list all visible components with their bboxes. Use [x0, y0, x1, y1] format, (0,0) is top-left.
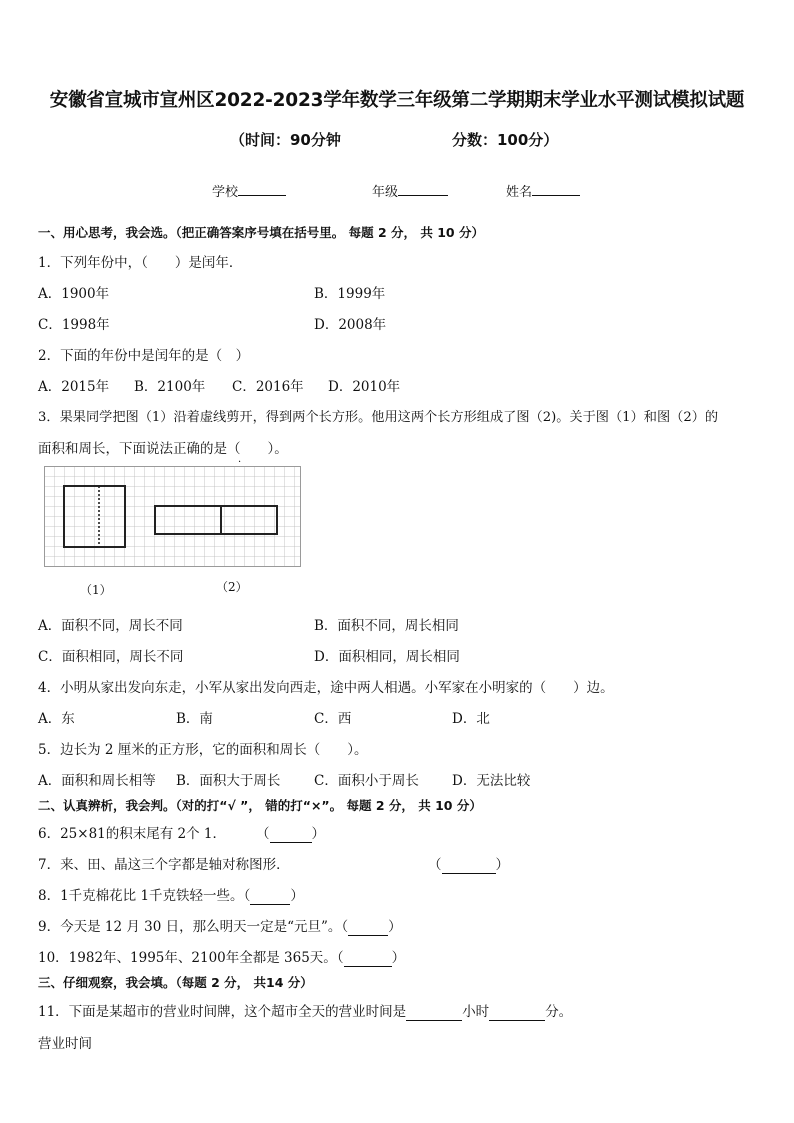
q2-option-a[interactable]: A．2015年 [38, 379, 110, 395]
question-11 [38, 1000, 572, 1021]
section1-heading: 一、用心思考，我会选。（把正确答案序号填在括号里。 每题 2 分， 共 10 分） [38, 225, 484, 240]
q8-text: 8．1千克棉花比 1千克铁轻一些。 [38, 888, 244, 904]
q1-option-a[interactable]: A．1900年 [38, 286, 110, 302]
q6-answer-blank[interactable] [270, 826, 312, 843]
school-blank[interactable] [238, 183, 286, 196]
q7-answer-paren[interactable] [428, 853, 509, 874]
q10-paren-close: ） [391, 950, 406, 966]
q9-text: 9．今天是 12 月 30 日，那么明天一定是“元旦”。 [38, 919, 342, 935]
q4-option-c[interactable]: C．西 [314, 711, 352, 727]
q9-paren-open: （ [341, 919, 349, 935]
school-field [212, 181, 286, 200]
q9-paren-close: ） [388, 919, 402, 935]
q4-option-a[interactable]: A．东 [38, 711, 75, 727]
q7-paren-close: ） [495, 857, 509, 873]
q11-mid: 小时 [462, 1004, 490, 1020]
business-hours-sign-label: 营业时间 [38, 1036, 92, 1052]
question-2: 2．下面的年份中是闰年的是（ ） [38, 348, 250, 364]
grade-blank[interactable] [398, 183, 448, 196]
question-5: 5．边长为 2 厘米的正方形，它的面积和周长（ ）。 [38, 742, 368, 758]
exam-score: 分数：100分） [452, 131, 559, 149]
q5-option-b[interactable]: B．面积大于周长 [176, 773, 281, 789]
question-3-line2: 面积和周长，下面说法正确的是（ ）。 [38, 441, 288, 457]
question-8 [38, 884, 304, 905]
grade-label: 年级 [372, 185, 399, 200]
q1-option-c[interactable]: C．1998年 [38, 317, 110, 333]
q4-option-d[interactable]: D．北 [452, 711, 490, 727]
q3-option-b[interactable]: B．面积不同，周长相同 [314, 618, 459, 634]
q8-paren-close: ） [290, 888, 304, 904]
grid-background [45, 467, 301, 567]
name-label: 姓名 [506, 185, 533, 200]
q5-option-c[interactable]: C．面积小于周长 [314, 773, 419, 789]
q6-paren-open: （ [256, 826, 270, 842]
q8-paren-open: （ [243, 888, 251, 904]
question-7: 7．来、田、晶这三个字都是轴对称图形． [38, 857, 290, 873]
question-1: 1．下列年份中，（ ）是闰年． [38, 255, 243, 271]
name-blank[interactable] [532, 183, 580, 196]
q8-answer-blank[interactable] [250, 888, 290, 905]
q10-answer-blank[interactable] [344, 950, 392, 967]
school-label: 学校 [212, 185, 239, 200]
question-9 [38, 915, 402, 936]
q1-option-b[interactable]: B．1999年 [314, 286, 386, 302]
section3-heading: 三、仔细观察，我会填。（每题 2 分， 共14 分） [38, 975, 313, 990]
q1-option-d[interactable]: D．2008年 [314, 317, 387, 333]
q7-answer-blank[interactable] [442, 857, 496, 874]
q5-option-d[interactable]: D．无法比较 [452, 773, 531, 789]
figure-dot: · [238, 457, 242, 468]
q11-prefix: 11．下面是某超市的营业时间牌，这个超市全天的营业时间是 [38, 1004, 407, 1020]
question-10 [38, 946, 405, 967]
q2-option-c[interactable]: C．2016年 [232, 379, 304, 395]
grid-figure [44, 466, 306, 572]
q11-minutes-blank[interactable] [489, 1004, 545, 1021]
q6-paren-close: ） [311, 826, 325, 842]
name-field [506, 181, 580, 200]
question-3-line1: 3．果果同学把图（1）沿着虚线剪开，得到两个长方形。他用这两个长方形组成了图（2)。关于图（1）和图（2）的 [38, 410, 719, 425]
question-6: 6．25×81的积末尾有 2个 1． [38, 826, 227, 842]
q6-answer-paren[interactable] [256, 822, 325, 843]
grade-field [372, 181, 448, 200]
q2-option-d[interactable]: D．2010年 [328, 379, 401, 395]
q3-option-d[interactable]: D．面积相同，周长相同 [314, 649, 460, 665]
q11-end: 分。 [545, 1004, 573, 1020]
exam-time: （时间：90分钟 [230, 131, 341, 149]
page-title: 安徽省宣城市宣州区2022-2023学年数学三年级第二学期期末学业水平测试模拟试题 [49, 90, 745, 111]
q10-paren-open: （ [336, 950, 344, 966]
q10-text: 10．1982年、1995年、2100年全都是 365天。 [38, 950, 337, 966]
q7-paren-open: （ [428, 857, 442, 873]
q3-option-a[interactable]: A．面积不同，周长不同 [38, 618, 183, 634]
q5-option-a[interactable]: A．面积和周长相等 [38, 773, 156, 789]
q3-option-c[interactable]: C．面积相同，周长不同 [38, 649, 184, 665]
question-4: 4．小明从家出发向东走，小军从家出发向西走，途中两人相遇。小军家在小明家的（ ）边。 [38, 680, 614, 696]
q4-option-b[interactable]: B．南 [176, 711, 213, 727]
section2-heading: 二、认真辨析，我会判。（对的打“√ ”， 错的打“×”。 每题 2 分， 共 10 分） [38, 798, 482, 813]
q2-option-b[interactable]: B．2100年 [134, 379, 206, 395]
figure-1-label: （1） [80, 583, 112, 597]
q9-answer-blank[interactable] [348, 919, 388, 936]
q11-hours-blank[interactable] [406, 1004, 462, 1021]
figure-2-label: （2） [216, 580, 248, 594]
